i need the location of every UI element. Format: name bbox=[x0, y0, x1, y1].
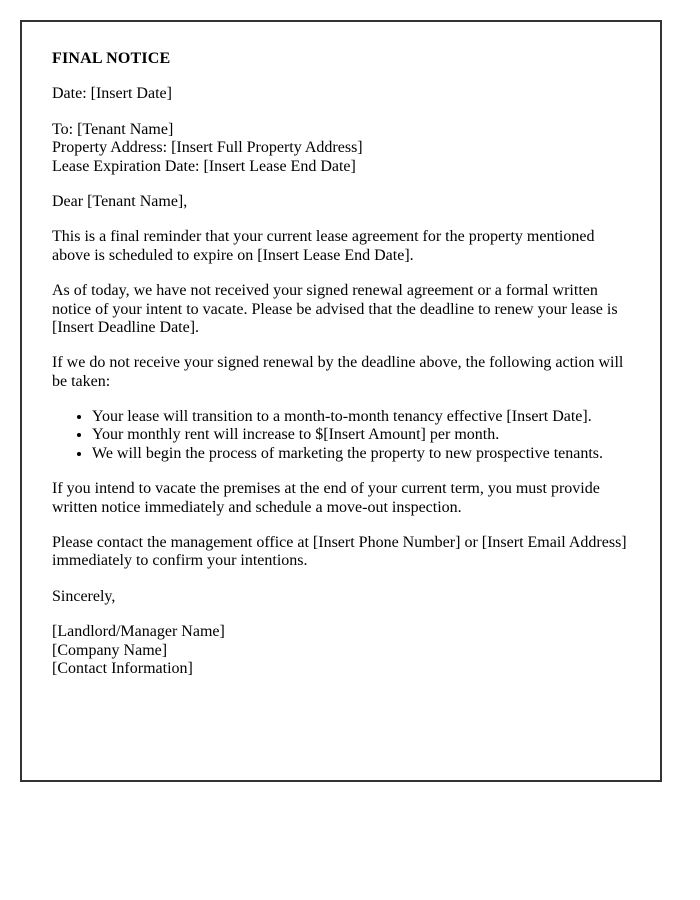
property-address-line: Property Address: [Insert Full Property Address] bbox=[52, 139, 363, 157]
recipient-block bbox=[52, 121, 630, 176]
recipient-to-line: To: [Tenant Name] bbox=[52, 120, 174, 138]
signature-landlord-name: [Landlord/Manager Name] bbox=[52, 623, 225, 641]
date-line: Date: [Insert Date] bbox=[52, 85, 172, 103]
consequences-bullet-list bbox=[52, 408, 630, 463]
paragraph-contact-office: Please contact the management office at [Insert Phone Number] or [Insert Email Address] immediately to confirm your intentions. bbox=[52, 534, 627, 570]
letter-page bbox=[20, 20, 662, 782]
bullet-rent-increase: • Your monthly rent will increase to $[Insert Amount] per month. bbox=[92, 426, 630, 444]
signature-company-name: [Company Name] bbox=[52, 641, 168, 659]
signature-block bbox=[52, 623, 630, 678]
paragraph-final-reminder: This is a final reminder that your current lease agreement for the property mentioned above is scheduled to expire on [Insert Lease End Date]. bbox=[52, 228, 595, 264]
lease-expiration-line: Lease Expiration Date: [Insert Lease End Date] bbox=[52, 157, 356, 175]
letter-title: FINAL NOTICE bbox=[52, 50, 171, 67]
paragraph-vacate-notice: If you intend to vacate the premises at the end of your current term, you must provide written notice immediately and schedule a move-out inspection. bbox=[52, 480, 600, 516]
bullet-month-to-month: • Your lease will transition to a month-to-month tenancy effective [Insert Date]. bbox=[92, 408, 630, 426]
bullet-marketing-property: • We will begin the process of marketing the property to new prospective tenants. bbox=[92, 445, 630, 463]
closing-line: Sincerely, bbox=[52, 587, 116, 605]
signature-contact-information: [Contact Information] bbox=[52, 659, 193, 677]
paragraph-renewal-deadline: As of today, we have not received your signed renewal agreement or a formal written notice of your intent to vacate. Please be advised that the deadline to renew your lease is [Insert Deadline Date]. bbox=[52, 282, 618, 336]
paragraph-action-warning: If we do not receive your signed renewal by the deadline above, the following action will be taken: bbox=[52, 354, 624, 390]
salutation-line: Dear [Tenant Name], bbox=[52, 192, 188, 210]
